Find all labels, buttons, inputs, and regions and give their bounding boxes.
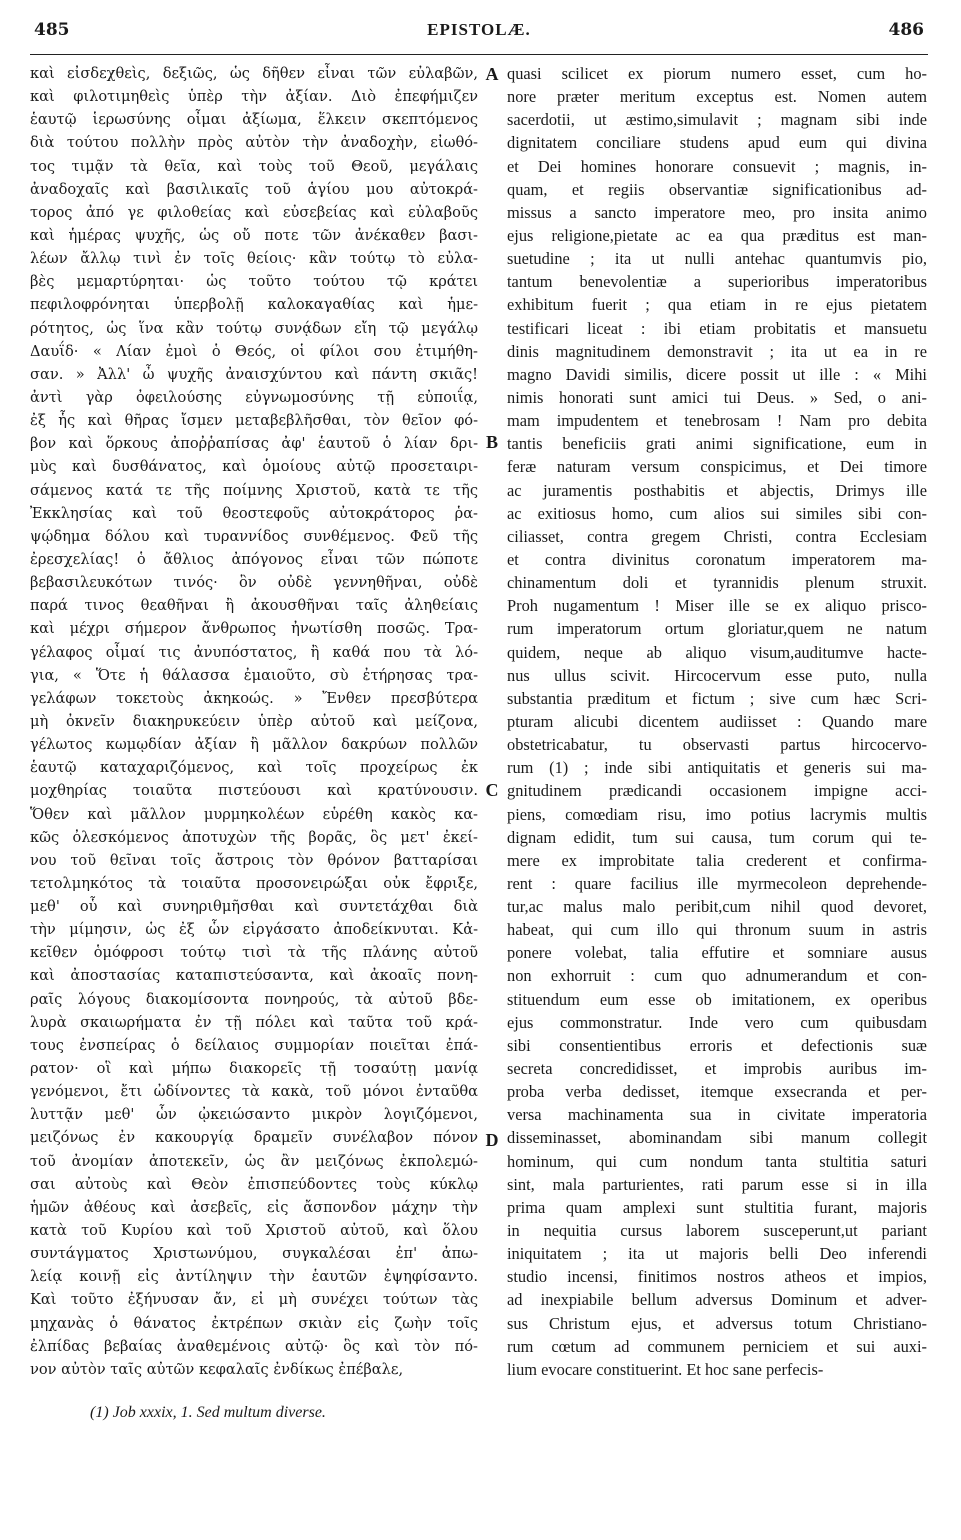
- latin-text-line: nore præter meritum exceptus est. Nomen autem: [507, 87, 927, 107]
- greek-text-line: μὺς καὶ δυσθάνατος, καὶ ὁμοίους αὐτῷ προσεταιρι-: [30, 458, 478, 476]
- greek-text-line: βεβασιλευκότων τινός· ὃν οὐδὲ γεννηθῆναι, οὐδὲ: [30, 574, 478, 592]
- latin-text-line: ejus religione,pietate ac ea qua præditus est man-: [507, 225, 927, 245]
- latin-text-line: secreta concredidisset, et improbis auribus im-: [507, 1059, 927, 1079]
- latin-text-line: sacerdotii, ut æstimo,simulavit ; magnam sibi inde: [507, 110, 927, 130]
- latin-text-line: tur,ac malus malo peribit,cum nihil quod devoret,: [507, 897, 927, 917]
- greek-text-line: μηχανὰς ὁ θάνατος ἐκτρέπων σκιὰν εἰς ζωὴν τοῖς: [30, 1314, 478, 1332]
- latin-text-line: habeat, qui cum illo qui thronum suum in astris: [507, 920, 927, 940]
- latin-text-line: prima quam amplexi sunt stultitia furant, majoris: [507, 1197, 927, 1217]
- latin-text-line: dinis magnitudinem demonstravit ; ita ut ea in re: [507, 341, 927, 361]
- latin-text-line: feræ naturam versum conspicimus, et Dei timore: [507, 457, 927, 477]
- latin-text-line: versa machinamenta sua in civitate imperatoria: [507, 1105, 927, 1125]
- latin-text-line: nimis honorati sunt amici tui Deus. » Sed, o ani-: [507, 387, 927, 407]
- running-title: EPISTOLÆ.: [427, 20, 531, 39]
- latin-text-line: dignitatem conciliare studens apud eum qui divina: [507, 133, 927, 153]
- greek-text-line: σαν. » Ἀλλ' ὦ ψυχῆς ἀναισχύντου καὶ πάντη σκιᾶς!: [30, 365, 478, 383]
- latin-text-line: mere ex improbitate talia crederent et confirma-: [507, 850, 927, 870]
- latin-text-line: rum cœtum ad communem perniciem et sui auxi-: [507, 1336, 927, 1356]
- section-marker-a: A: [485, 64, 499, 84]
- greek-text-line: σάμενος κατά τε τῆς ποίμνης Χριστοῦ, κατὰ τε τῆς: [30, 481, 478, 499]
- latin-text-line: magno Davidi similis, dicere possit ut ille : « Mihi: [507, 364, 927, 384]
- section-marker-d: D: [485, 1130, 499, 1150]
- latin-text-line: rum imperatorum ortum gloriatur,quem ne natum: [507, 619, 927, 639]
- latin-text-line: proba verba dedisset, itemque exsecranda et per-: [507, 1082, 927, 1102]
- greek-text-line: διὰ τούτου πολλὴν πρὸς αὐτὸν τὴν ἀναδοχὴν, εἰωθό-: [30, 134, 478, 152]
- greek-text-line: γελάφων τοκετοὺς ἀκηκοώς. » Ἔνθεν πρεσβύτερα: [30, 689, 478, 707]
- latin-text-line: ponere volebat, talia effutire et somniare ausus: [507, 943, 927, 963]
- header-rule: [30, 54, 928, 55]
- latin-text-line: sibi consentientibus erroris et defectionis suæ: [507, 1035, 927, 1055]
- latin-text-line: obstetricabatur, tu observasti partus hircocervo-: [507, 735, 927, 755]
- latin-text-line: hominum, qui cum nondum tanta stultitia saturi: [507, 1151, 927, 1171]
- greek-text-line: μεθ' οὗ καὶ συνηριθμῆσθαι καὶ συντετάχθαι διὰ: [30, 898, 478, 916]
- latin-text-line: ad inexpiabile bellum adversus Dominum et adver-: [507, 1290, 927, 1310]
- greek-text-line: γέλαφος οἶμαί τις ἀνυπόστατος, ἢ καθά που τὰ λό-: [30, 643, 478, 661]
- greek-text-line: τετολμηκότος τὰ τοιαῦτα προσονειρώξαι οὐκ ἔφριξε,: [30, 874, 478, 892]
- greek-text-line: ρατον· οἳ καὶ μήπω διακορεῖς τῇ τοσαύτῃ μανίᾳ: [30, 1060, 478, 1078]
- greek-text-line: τὴν μίμησιν, ὡς ἐξ ὧν εἰργάσατο ἀποδείκνυται. Κἀ-: [30, 921, 478, 939]
- greek-text-line: μειζόνως ἐν κακουργίᾳ δραμεῖν συνέλαβον πόνον: [30, 1129, 478, 1147]
- greek-text-line: γέλωτος κωμῳδίαν ἀξίαν ἢ μᾶλλον δακρύων πολλῶν: [30, 736, 478, 754]
- page-number-left: 485: [34, 20, 70, 40]
- latin-text-line: rent : quare facilius ille myrmecoleon deprehende-: [507, 873, 927, 893]
- greek-text-line: σαι αὐτοὺς καὶ Θεὸν ἐπισπεύδοντες τοὺς κύκλῳ: [30, 1175, 478, 1193]
- latin-text-line: tantis beneficiis grati animi significatione, eum in: [507, 434, 927, 454]
- section-marker-c: C: [485, 780, 499, 800]
- latin-text-line: chinamentum doli et tyrannidis plenum struxit.: [507, 573, 927, 593]
- latin-text-line: pturam alicubi dicentem audiisset : Quando mare: [507, 711, 927, 731]
- latin-text-line: piens, comœdiam risu, imo potius lacrymis multis: [507, 804, 927, 824]
- greek-text-line: Δαυΐδ· « Λίαν ἐμοὶ ὁ Θεός, οἱ φίλοι σου ἐτιμήθη-: [30, 342, 478, 360]
- greek-text-line: ἡμῶν ἀθέους καὶ ἀσεβεῖς, εἰς ἄσπονδον μάχην τὴν: [30, 1198, 478, 1216]
- greek-text-line: ἐρεσχελίας! ὁ ἄθλιος ἀπόγονος εἶναι τῶν πώποτε: [30, 550, 478, 568]
- latin-text-line: missus a sancto imperatore meo, pro insita animo: [507, 202, 927, 222]
- latin-text-line: sus Christum ejus, et adversus totum Christiano-: [507, 1313, 927, 1333]
- latin-text-line: rum (1) ; inde sibi antiquitatis et generis sui ma-: [507, 758, 927, 778]
- greek-text-line: λείᾳ κοινῇ εἰς ἀντίληψιν τὴν ἑαυτῶν ἐψηφίσαντο.: [30, 1268, 478, 1286]
- section-marker-b: B: [485, 432, 498, 452]
- latin-text-line: tantum benevolentiæ a superioribus imperatoribus: [507, 272, 927, 292]
- greek-text-line: ἐξ ἧς καὶ θῆρας ἴσμεν μεταβεβλῆσθαι, τὸν θεῖον φό-: [30, 412, 478, 430]
- greek-text-line: Καὶ τοῦτο ἐξήνυσαν ἄν, εἰ μὴ συνέχει τούτων τὰς: [30, 1291, 478, 1309]
- greek-text-line: βον καὶ ὅρκους ἀποῤῥαπίσας ἀφ' ἑαυτοῦ ὁ λίαν δρι-: [30, 435, 478, 453]
- greek-text-line: τοῦ ἀνομίαν ἀποτεκεῖν, ὡς ἂν μειζόνως ἐκπολεμώ-: [30, 1152, 478, 1170]
- latin-text-line: gnitudinem prædicandi occasionem impigne acci-: [507, 781, 927, 801]
- greek-text-line: ἀντὶ γὰρ ὀφειλούσης εὐγνωμοσύνης τῇ εὐποιΐᾳ,: [30, 388, 478, 406]
- greek-text-line: παρά τινος θεαθῆναι ἢ ἀκουσθῆναι ταῖς ἀληθείαις: [30, 597, 478, 615]
- latin-text-line: in nequitia cursus laborem susceperunt,ut pariant: [507, 1221, 927, 1241]
- greek-text-line: ρότητος, ὡς ἵνα κἂν τούτῳ συνᾴδων εἴη τῷ μεγάλῳ: [30, 319, 478, 337]
- greek-text-line: ραῖς λόγους διακομίσοντα πονηρούς, τὰ αὐτοῦ βδε-: [30, 990, 478, 1008]
- greek-text-line: γενόμενοι, ἔτι ὠδίνοντες τὰ κακὰ, τοῦ μόνοι ἐνταῦθα: [30, 1083, 478, 1101]
- latin-text-line: quidem, neque ab aliquo visum,auditumve hacte-: [507, 642, 927, 662]
- latin-text-line: mam impudentem et tenebrosam ! Nam pro debita: [507, 411, 927, 431]
- greek-text-line: καὶ εἰσδεχθεὶς, δεξιῶς, ὡς δῆθεν εἶναι τῶν εὐλαβῶν,: [30, 65, 478, 82]
- latin-text-line: iniquitatem ; ita ut majoris belli Deo inferendi: [507, 1244, 927, 1264]
- greek-text-line: τους ἐνσπείρας ὁ δείλαιος συμμορίαν ποιεῖται ἐπά-: [30, 1036, 478, 1054]
- greek-text-line: λυττᾷν μεθ' ὧν ᾠκειώσαντο μικρὸν λογιζόμενοι,: [30, 1106, 478, 1124]
- latin-text-line: ciliasset, contra gregem Christi, contra Ecclesiam: [507, 526, 927, 546]
- greek-column: [30, 62, 478, 1381]
- greek-text-line: συντάγματος Χριστωνύμου, συγκαλέσαι ἐπ' ἀπω-: [30, 1245, 478, 1263]
- latin-text-line: sint, mala parturientes, rati parum esse si in illa: [507, 1174, 927, 1194]
- greek-text-line: νον αὐτὸν ταῖς αὐτῶν κεφαλαῖς ἐνδίκως ἐπέβαλε,: [30, 1360, 404, 1378]
- latin-text-line: exhibitum fuerit ; qua etiam in re ejus pietatem: [507, 295, 927, 315]
- greek-text-line: μοχθηρίας τοιαῦτα πιστεύουσι καὶ κρατύνουσιν.: [30, 782, 478, 800]
- latin-text-line: non exhorruit : cum quo adnumerandum et con-: [507, 966, 927, 986]
- greek-text-line: για, « Ὅτε ἡ θάλασσα ἐμαιοῦτο, σὺ ἐτήρησας τρα-: [30, 666, 478, 684]
- latin-text-line: lium evocare constituerint. Et hoc sane perfecis-: [507, 1359, 824, 1379]
- greek-text-line: λέων ἄλλῳ τινὶ ἐν τοῖς θείοις· κἂν τούτῳ τὸ εὐλα-: [30, 250, 478, 268]
- greek-text-line: Ὅθεν καὶ μᾶλλον μυρμηκολέων εὑρέθη κακὸς κα-: [30, 805, 478, 823]
- latin-text-line: et Dei homines honorare consuevit ; magnis, in-: [507, 156, 927, 176]
- greek-text-line: βὲς μεμαρτύρηται· ὡς τοῦτο τούτου τῷ κράτει: [30, 273, 478, 291]
- greek-text-line: Ἐκκλησίας καὶ τοῦ θεοστεφοῦς αὐτοκράτορος ῥα-: [30, 504, 478, 522]
- greek-text-line: ἑαυτῷ ἱερωσύνης οἶμαι ἀξίωμα, ἕλκειν σκεπτόμενος: [30, 111, 478, 129]
- greek-text-line: ἑαυτῷ καταχαριζόμενος, καὶ τοῖς προχείρως ἐκ: [30, 759, 478, 777]
- latin-text-line: et contra divinitus coronatum imperatorem ma-: [507, 549, 927, 569]
- latin-text-line: ejus commonstratur. Inde vero cum quibusdam: [507, 1012, 927, 1032]
- greek-text-line: τος τιμᾷν τὰ θεῖα, καὶ τοὺς τοῦ Θεοῦ, μεγάλαις: [30, 157, 478, 175]
- latin-text-line: dignam edidit, tum sui causa, tum corum qui te-: [507, 827, 927, 847]
- greek-text-line: πεφιλοφρόνηται ὑπερβολῇ καλοκαγαθίας καὶ ἡμε-: [30, 296, 478, 314]
- greek-text-line: κατὰ τοῦ Κυρίου καὶ τοῦ Χριστοῦ αὐτοῦ, καὶ ὅλου: [30, 1222, 478, 1240]
- greek-text-line: τορος ἀπό γε φιλοθείας καὶ εὐσεβείας καὶ εὐλαβοῦς: [30, 203, 478, 221]
- greek-text-line: καὶ φιλοτιμηθεὶς ὑπὲρ τὴν ἀξίαν. Διὸ ἐπεφήμιζεν: [30, 88, 478, 106]
- latin-text-line: Proh nugamentum ! Miser ille se ex aliquo prisco-: [507, 596, 927, 616]
- latin-text-line: studio incensi, finitimos nostros atheos et impios,: [507, 1267, 927, 1287]
- latin-text-line: testificari liceat : ibi etiam probitatis et mansuetu: [507, 318, 927, 338]
- latin-text-line: nus ullus scivit. Hircocervum esse puto, nulla: [507, 665, 927, 685]
- greek-text-line: μὴ ὀκνεῖν διακηρυκεύειν ὑπὲρ αὐτοῦ καὶ μείζονα,: [30, 712, 478, 730]
- latin-text-line: suetudine ; ita ut nulli antehac quantumvis pio,: [507, 249, 927, 269]
- footnote: (1) Job xxxix, 1. Sed multum diverse.: [90, 1404, 326, 1421]
- latin-text-line: ac juramentis posthabitis et abjectis, Drimys ille: [507, 480, 927, 500]
- greek-text-line: καὶ ἀποστασίας καταπιστεύσαντα, καὶ ἀκοαῖς πονη-: [30, 967, 478, 985]
- greek-text-line: ἐλπίδας βεβαίας ἀναθεμένοις αὐτῷ· ὃς καὶ τὸν πό-: [30, 1337, 478, 1355]
- latin-text-line: quam, et regiis observantiæ significationibus ad-: [507, 179, 927, 199]
- greek-text-line: λυρὰ σκαιωρήματα ἐν τῇ πόλει καὶ ταῦτα τοῦ κρά-: [30, 1013, 478, 1031]
- latin-text-line: stituendum eum esse ob imitationem, ex operibus: [507, 989, 927, 1009]
- running-header: [34, 20, 924, 48]
- page-number-right: 486: [888, 20, 924, 40]
- greek-text-line: ἀναδοχαῖς καὶ βασιλικαῖς τοῦ ἁγίου μου αὐτοκρά-: [30, 180, 478, 198]
- greek-text-line: κεῖθεν ὁμόφροσι τούτῳ τισὶ τὰ τῆς πλάνης αὐτοῦ: [30, 944, 478, 962]
- greek-text-line: καὶ μέχρι σήμερον ἄνθρωπος ἠνωτίσθη ποσῶς. Τρα-: [30, 620, 478, 638]
- latin-text-line: disseminasset, abominandam sibi manum collegit: [507, 1128, 927, 1148]
- latin-text-line: substantia præditum et fictum ; sive cum hæc Scri-: [507, 688, 927, 708]
- latin-column: [507, 62, 927, 1381]
- greek-text-line: κῶς ὀλεσκόμενος ἀποτυχὼν τῆς βορᾶς, ὃς μετ' ἐκεί-: [30, 828, 478, 846]
- latin-text-line: ac exitiosus homo, cum alios sui similes sibi con-: [507, 503, 927, 523]
- greek-text-line: ψῴδημα δόλου καὶ τυραννίδος συνθέμενος. Φεῦ τῆς: [30, 527, 478, 545]
- latin-text-line: quasi scilicet ex piorum numero esset, cum ho-: [507, 64, 927, 83]
- greek-text-line: νου τοῦ θεῖναι τοῖς ἄστροις τὸν θρόνον βατταρίσαι: [30, 851, 478, 869]
- greek-text-line: καὶ ἡμέρας ψυχῆς, ὡς οὔ ποτε τῶν ἀνέκαθεν βασι-: [30, 226, 478, 244]
